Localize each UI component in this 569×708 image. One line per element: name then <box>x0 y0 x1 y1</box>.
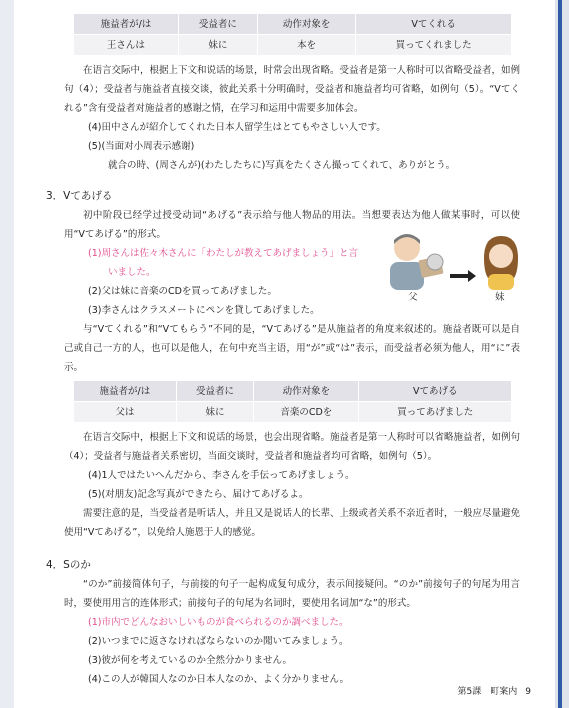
example-line: (3)李さんはクラスメートにペンを貸してあげました。 <box>88 305 320 316</box>
example-line-highlight: いました。 <box>108 267 156 278</box>
caption-father: 父 <box>408 292 418 303</box>
table-cell: 王さんは <box>74 35 179 56</box>
paragraph-te-ageru-intro: 初中阶段已经学过授受动词“あげる”表示给与他人物品的用法。当想要表达为他人做某事时，可以使用“Vてあげる”的形式。 <box>64 210 520 240</box>
example-line: (3)彼が何を考えているのか全然分かりません。 <box>88 655 293 666</box>
table-header-row <box>74 14 512 35</box>
table-header-row <box>74 381 512 402</box>
table-header-cell: 受益者に <box>178 14 257 35</box>
table-header-cell: 动作对象を <box>254 381 359 402</box>
paragraph-no-ka: “のか”前接简体句子，与前接的句子一起构成复句成分，表示间接疑问。“のか”前接句子的句尾为用言时，要使用用言的连体形式；前接句子的句尾为名词时，要使用名词加“な”的形式。 <box>64 579 520 609</box>
example-line: (2)いつまでに返さなければならないのか聞いてみましょう。 <box>88 636 349 647</box>
table-header-cell: Vてあげる <box>359 381 511 402</box>
table-cell: 買ってあげました <box>359 402 511 423</box>
right-margin <box>555 0 569 708</box>
example-line: (4)田中さんが紹介してくれた日本人留学生はとてもやさしい人です。 <box>88 122 386 133</box>
table-cell: 音楽のCDを <box>254 402 359 423</box>
example-line: (2)父は妹に音楽のCDを買ってあげました。 <box>88 286 277 297</box>
table-header-cell: 施益者が/は <box>74 381 177 402</box>
table-header-cell: 施益者が/は <box>74 14 179 35</box>
sister-head <box>489 244 513 268</box>
page-footer <box>458 684 531 697</box>
example-line: (4)この人が韓国人なのか日本人なのか、よく分かりません。 <box>88 674 350 685</box>
paragraph-omission-1: 在语言交际中，根据上下文和说话的场景，时常会出现省略。受益者是第一人称时可以省略受益者，如例句（4）；受益者与施益者直接交谈，彼此关系十分明确时，受益者和施益者均可省略，如例句（5）。“Vてくれる”含有受益者对施益者的感谢之情，在学习和运用中需要多加体会。 <box>64 65 521 114</box>
left-margin <box>0 0 14 708</box>
blue-edge-stripe <box>558 0 562 708</box>
example-line: (4)1人ではたいへんだから、李さんを手伝ってあげましょう。 <box>88 470 355 481</box>
paragraph-te-ageru-explanation: 与“Vてくれる”和“Vてもらう”不同的是，“Vてあげる”是从施益者的角度来叙述的。施益者既可以是自己或自己一方的人，也可以是他人，在句中充当主语，用“が”或“は”表示，而受益者必须为他人，用“に”表示。 <box>64 324 520 373</box>
section-title-te-ageru: 3．Vてあげる <box>46 190 113 202</box>
arrow-icon <box>450 270 476 282</box>
example-line-highlight: (1)市内でどんなおいしいものが食べられるのか調べました。 <box>88 617 349 628</box>
table-header-cell: 动作对象を <box>257 14 355 35</box>
table-te-ageru <box>73 381 511 422</box>
table-cell: 本を <box>257 35 355 56</box>
paragraph-caution: 需要注意的是，当受益者是听话人，并且又是说话人的长辈、上级或者关系不亲近者时，一般应尽量避免使用“Vてあげる”，以免给人施恩于人的感觉。 <box>64 508 521 538</box>
illustration-father-gives-cd <box>388 228 528 306</box>
table-row <box>74 402 512 423</box>
cd-disc <box>427 254 443 270</box>
section-title-no-ka: 4．Sのか <box>46 559 91 571</box>
textbook-page <box>24 0 544 708</box>
table-row <box>74 35 512 56</box>
table-cell: 買ってくれました <box>356 35 511 56</box>
table-cell: 妹に <box>178 35 257 56</box>
example-line-highlight: (1)周さんは佐々木さんに「わたしが教えてあげましょう」と言 <box>88 248 358 259</box>
table-header-cell: 受益者に <box>176 381 254 402</box>
table-header-cell: Vてくれる <box>356 14 511 35</box>
father-body <box>390 262 424 290</box>
table-cell: 妹に <box>176 402 254 423</box>
father-sister-illustration <box>388 228 528 290</box>
example-line: (5)(当面对小周表示感谢) <box>88 141 195 152</box>
example-line: (5)(对朋友)記念写真ができたら、届けてあげるよ。 <box>88 489 309 500</box>
table-te-kureru <box>73 14 511 55</box>
page-number: 9 <box>525 687 531 697</box>
caption-sister: 妹 <box>495 292 505 303</box>
lesson-label: 第5課 町案内 <box>457 687 518 697</box>
table-cell: 父は <box>74 402 177 423</box>
paragraph-omission-2: 在语言交际中，根据上下文和说话的场景，也会出现省略。施益者是第一人称时可以省略施益者，如例句（4）；受益者与施益者关系密切，当面交谈时，受益者和施益者均可省略，如例句（5）。 <box>64 432 521 462</box>
example-line: 就合の時、(周さんが)(わたしたちに)写真をたくさん撮ってくれて、ありがとう。 <box>108 160 456 171</box>
